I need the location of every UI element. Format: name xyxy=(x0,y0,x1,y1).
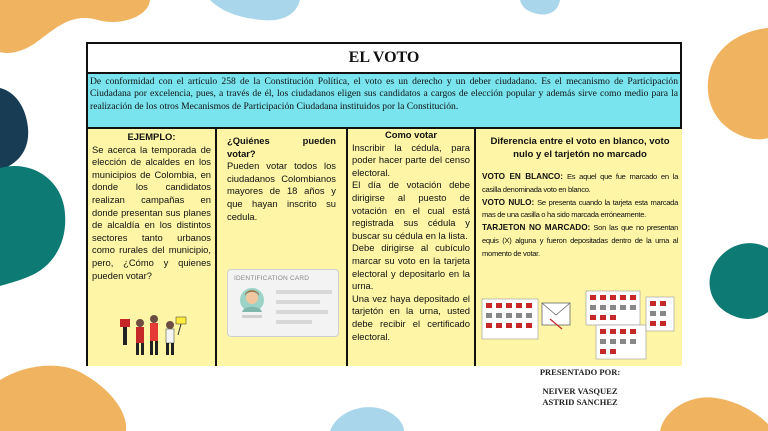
voto-nulo-text: Se presenta cuando la tarjeta esta marcada mas de una casilla o ha sido marcada erróneamente. xyxy=(482,197,679,220)
page-title: EL VOTO xyxy=(88,44,680,74)
poster-frame xyxy=(86,42,682,366)
intro-paragraph: De conformidad con el artículo 258 de la Constitución Política, el voto es un derecho y un deber ciudadano. Es el mecanismo de Participación Ciudadana por excelencia, pues, a través de él, los ciudadanos eligen sus candidatos a cargos de elección popular y además sirve como medio para la realización de los otros Mecanismos de Participación Ciudadana instituidos por la Constitución. xyxy=(88,74,680,129)
id-card-illustration xyxy=(227,269,339,337)
ballot-envelope-icon xyxy=(542,303,570,329)
column-como-votar xyxy=(348,129,476,366)
quienes-heading: ¿Quiénes pueden votar? xyxy=(227,135,336,159)
person-avatar-icon xyxy=(236,286,268,322)
ballot-card xyxy=(596,325,646,359)
id-card-label: IDENTIFICATION CARD xyxy=(234,275,310,282)
blob-teal-right xyxy=(710,243,768,319)
card-line xyxy=(276,300,320,304)
credits-label: PRESENTADO POR: xyxy=(539,367,621,377)
tarjeton-no-marcado-text: Son las que no presentan equis (X) alguna y fueron depositadas dentro de la urna al momento de votar. xyxy=(482,223,678,258)
card-line xyxy=(276,320,312,324)
blob-teal-left xyxy=(0,166,65,286)
blob-orange-bottomleft xyxy=(0,366,126,431)
ballot-card xyxy=(586,291,640,325)
tarjeton-no-marcado-term: TARJETON NO MARCADO: xyxy=(482,223,591,233)
author-name: NEIVER VASQUEZ xyxy=(542,386,618,396)
blob-lightblue-bottom xyxy=(330,407,404,431)
como-heading: Como votar xyxy=(384,129,438,140)
card-line xyxy=(276,310,328,314)
credits xyxy=(520,367,640,408)
ballot-examples-illustration xyxy=(480,289,676,361)
blob-navy-left xyxy=(0,88,28,170)
como-step-2: El día de votación debe dirigirse al puesto de votación en el cual está registrada sus cédula y buscar su cédula en la lista. xyxy=(352,179,470,241)
campaign-illustration xyxy=(118,309,188,361)
blob-orange-bottomright xyxy=(660,397,768,431)
blob-orange-topright xyxy=(708,28,768,139)
como-step-1: Inscribir la cédula, para poder hacer parte del censo electoral. xyxy=(352,141,470,178)
ballot-card xyxy=(646,297,674,331)
card-line xyxy=(276,290,332,294)
ballot-card xyxy=(482,299,538,339)
voto-nulo-term: VOTO NULO: xyxy=(482,197,535,207)
column-diferencia xyxy=(476,129,682,366)
blob-lightblue-top xyxy=(210,0,300,20)
ejemplo-body: Se acerca la temporada de elección de alcaldes en los municipios de Colombia, en donde los candidatos realizan campañas en donde presentan sus planes de alcaldía en los distintos sectores tanto urbanos como rurales del municipio, pero, ¿Cómo y quienes pueden votar? xyxy=(92,143,211,281)
como-step-4: Una vez haya depositado el tarjetón en la urna, usted debe recibir el certificado electoral. xyxy=(352,292,470,342)
column-ejemplo xyxy=(88,129,217,366)
diferencia-heading: Diferencia entre el voto en blanco, voto nulo y el tarjetón no marcado xyxy=(490,136,670,160)
voto-blanco-term: VOTO EN BLANCO: xyxy=(482,172,563,181)
voto-blanco-text: Es aquel que fue marcado en la casilla denominada voto en blanco. xyxy=(482,172,678,194)
columns-row xyxy=(88,129,680,366)
ejemplo-heading: EJEMPLO: xyxy=(127,131,176,142)
column-quienes xyxy=(217,129,348,366)
quienes-body: Pueden votar todos los ciudadanos Colombianos mayores de 18 años y que hayan inscrito su cedula. xyxy=(227,160,336,222)
blob-lightblue-top2 xyxy=(520,0,560,14)
como-step-3: Debe dirigirse al cubículo marcar su voto en la tarjeta electoral y depositarlo en la urna. xyxy=(352,242,470,292)
diferencia-body xyxy=(482,171,678,261)
author-name: ASTRID SANCHEZ xyxy=(542,397,618,407)
